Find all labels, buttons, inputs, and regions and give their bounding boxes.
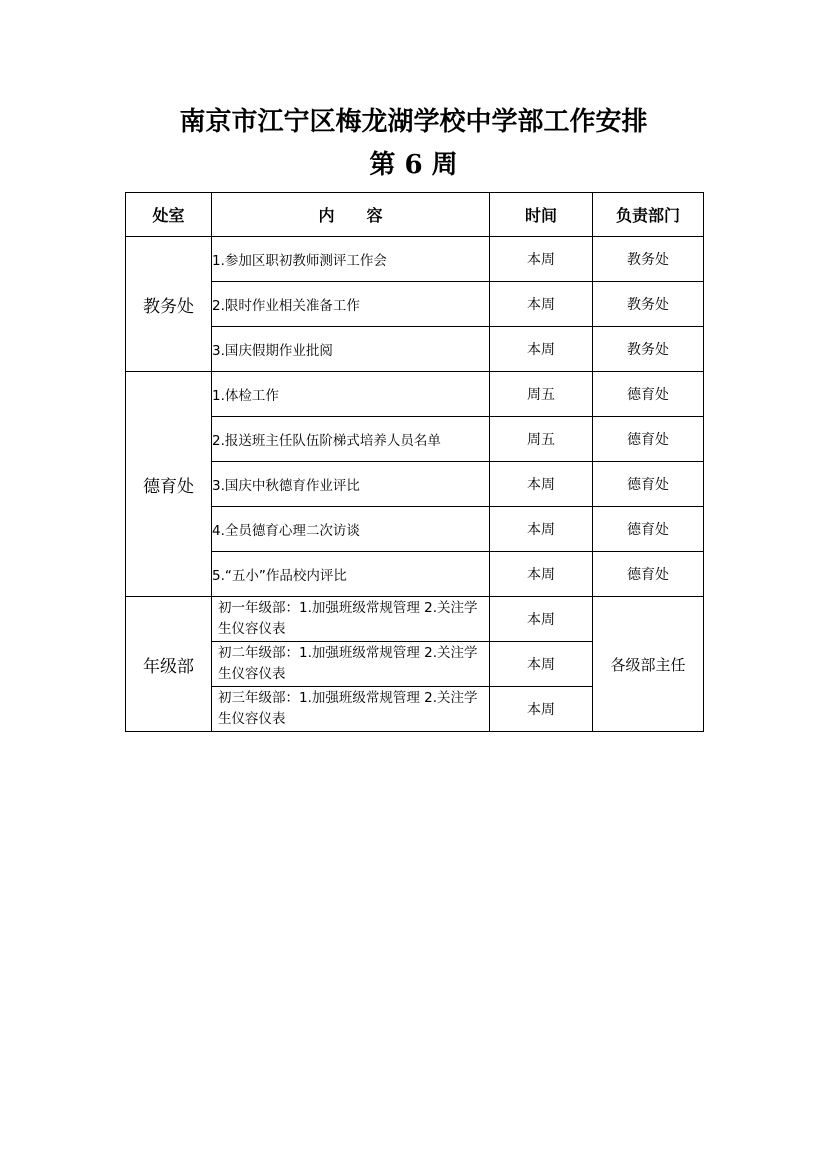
department-cell-moral: 德育处 xyxy=(126,372,212,597)
owner-cell: 德育处 xyxy=(593,507,704,552)
table-row xyxy=(126,507,704,552)
header-time: 时间 xyxy=(490,193,593,237)
department-cell-grade: 年级部 xyxy=(126,597,212,732)
time-cell: 周五 xyxy=(490,372,593,417)
content-cell: 3.国庆假期作业批阅 xyxy=(212,327,490,372)
owner-cell: 德育处 xyxy=(593,372,704,417)
table-row xyxy=(126,597,704,642)
owner-cell: 德育处 xyxy=(593,552,704,597)
content-cell: 4.全员德育心理二次访谈 xyxy=(212,507,490,552)
table-row xyxy=(126,327,704,372)
time-cell: 本周 xyxy=(490,552,593,597)
table-row xyxy=(126,237,704,282)
time-cell: 本周 xyxy=(490,507,593,552)
content-cell: 3.国庆中秋德育作业评比 xyxy=(212,462,490,507)
document-title: 南京市江宁区梅龙湖学校中学部工作安排 xyxy=(179,107,648,137)
time-cell: 周五 xyxy=(490,417,593,462)
table-row xyxy=(126,462,704,507)
content-cell: 5.“五小”作品校内评比 xyxy=(212,552,490,597)
content-cell: 1.参加区职初教师测评工作会 xyxy=(212,237,490,282)
header-row xyxy=(126,193,704,237)
content-cell: 初三年级部：1.加强班级常规管理 2.关注学生仪容仪表 xyxy=(212,687,490,732)
table-row xyxy=(126,282,704,327)
table-row xyxy=(126,552,704,597)
time-cell: 本周 xyxy=(490,282,593,327)
owner-cell: 教务处 xyxy=(593,282,704,327)
header-department: 处室 xyxy=(126,193,212,237)
content-cell: 2.报送班主任队伍阶梯式培养人员名单 xyxy=(212,417,490,462)
header-content: 内 容 xyxy=(212,193,490,237)
owner-cell-grade: 各级部主任 xyxy=(593,597,704,732)
week-subtitle: 第 6 周 xyxy=(369,150,458,180)
time-cell: 本周 xyxy=(490,597,593,642)
department-cell-academic: 教务处 xyxy=(126,237,212,372)
schedule-table xyxy=(125,192,704,732)
time-cell: 本周 xyxy=(490,237,593,282)
owner-cell: 德育处 xyxy=(593,462,704,507)
content-cell: 1.体检工作 xyxy=(212,372,490,417)
header-owner: 负责部门 xyxy=(593,193,704,237)
time-cell: 本周 xyxy=(490,462,593,507)
content-cell: 初二年级部：1.加强班级常规管理 2.关注学生仪容仪表 xyxy=(212,642,490,687)
table-row xyxy=(126,372,704,417)
owner-cell: 教务处 xyxy=(593,327,704,372)
content-cell: 2.限时作业相关准备工作 xyxy=(212,282,490,327)
time-cell: 本周 xyxy=(490,687,593,732)
time-cell: 本周 xyxy=(490,642,593,687)
content-cell: 初一年级部：1.加强班级常规管理 2.关注学生仪容仪表 xyxy=(212,597,490,642)
table-row xyxy=(126,417,704,462)
owner-cell: 教务处 xyxy=(593,237,704,282)
time-cell: 本周 xyxy=(490,327,593,372)
owner-cell: 德育处 xyxy=(593,417,704,462)
